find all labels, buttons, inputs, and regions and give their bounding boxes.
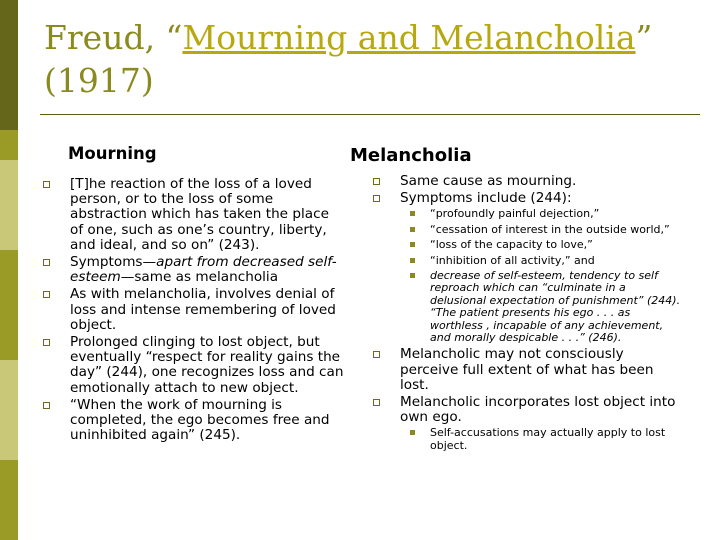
- item-text: “When the work of mourning is completed, the ego becomes free and uninhibited again” (245).: [70, 396, 330, 444]
- square-bullet-icon: [373, 399, 380, 406]
- sub-text-italic: decrease of self-esteem, tendency to self reproach which can “culminate in a delusional expectation of punishment” (244). “The patient presents his ego . . . as worthless , incapable of any achievement, and morally despicable . . .” (246).: [430, 269, 681, 345]
- sidebar-segment: [0, 360, 18, 460]
- title-suffix: ” (1917): [44, 18, 653, 100]
- list-item: [40, 335, 346, 396]
- list-item: [370, 191, 682, 344]
- incorporation-sublist: [370, 427, 682, 452]
- sublist-item: [370, 208, 682, 220]
- mourning-list: [40, 177, 346, 445]
- title-divider: [40, 114, 700, 115]
- sublist-item: [370, 224, 682, 236]
- item-text-italic: apart from decreased self-esteem: [70, 254, 337, 286]
- symptoms-sublist: [370, 208, 682, 344]
- decorative-sidebar: [0, 0, 18, 540]
- list-item: [40, 255, 346, 285]
- mourning-heading: Mourning: [68, 144, 157, 163]
- sidebar-segment: [0, 160, 18, 250]
- item-text-after: —same as melancholia: [120, 269, 279, 286]
- title-link[interactable]: Mourning and Melancholia: [182, 18, 636, 57]
- filled-square-bullet-icon: [410, 227, 415, 232]
- item-text: Melancholic incorporates lost object into own ego.: [400, 394, 676, 426]
- sublist-item: [370, 427, 682, 452]
- list-item: [370, 347, 682, 393]
- filled-square-bullet-icon: [410, 211, 415, 216]
- sub-text: “cessation of interest in the outside world,”: [430, 222, 670, 236]
- sidebar-segment: [0, 250, 18, 360]
- list-item: [40, 398, 346, 444]
- filled-square-bullet-icon: [410, 258, 415, 263]
- slide-title: [44, 16, 704, 102]
- square-bullet-icon: [373, 178, 380, 185]
- list-item: [40, 177, 346, 253]
- square-bullet-icon: [373, 195, 380, 202]
- item-text: Prolonged clinging to lost object, but eventually “respect for reality gains the day” (244), one recognizes loss and can emotionally attach to new object.: [70, 334, 344, 396]
- item-text: Same cause as mourning.: [400, 173, 577, 189]
- item-text: [T]he reaction of the loss of a loved person, or to the loss of some abstraction which has taken the place of one, such as one’s country, liberty, and ideal, and so on” (243).: [70, 176, 329, 253]
- list-item: [370, 395, 682, 452]
- sub-text: Self-accusations may actually apply to lost object.: [430, 426, 666, 452]
- filled-square-bullet-icon: [410, 430, 415, 435]
- square-bullet-icon: [43, 259, 50, 266]
- list-item: [40, 287, 346, 333]
- sublist-item: [370, 255, 682, 267]
- sidebar-segment: [0, 130, 18, 160]
- melancholia-heading: Melancholia: [350, 145, 472, 166]
- sidebar-segment: [0, 460, 18, 540]
- sub-text: “inhibition of all activity,” and: [430, 253, 595, 267]
- sub-text: “profoundly painful dejection,”: [430, 207, 600, 221]
- item-text: As with melancholia, involves denial of loss and intense remembering of loved object.: [70, 286, 336, 333]
- sidebar-segment: [0, 0, 18, 130]
- square-bullet-icon: [43, 402, 50, 409]
- filled-square-bullet-icon: [410, 242, 415, 247]
- sub-text: “loss of the capacity to love,”: [430, 238, 593, 252]
- sublist-item: [370, 239, 682, 251]
- square-bullet-icon: [43, 181, 50, 188]
- filled-square-bullet-icon: [410, 273, 415, 278]
- square-bullet-icon: [43, 339, 50, 346]
- sublist-item: [370, 270, 682, 344]
- melancholia-list: [370, 174, 682, 455]
- title-prefix: Freud, “: [44, 18, 183, 57]
- item-text: Symptoms—: [70, 254, 157, 271]
- item-text: Symptoms include (244):: [400, 190, 572, 207]
- square-bullet-icon: [43, 291, 50, 298]
- item-text: Melancholic may not consciously perceive full extent of what has been lost.: [400, 346, 654, 393]
- list-item: [370, 174, 682, 189]
- square-bullet-icon: [373, 351, 380, 358]
